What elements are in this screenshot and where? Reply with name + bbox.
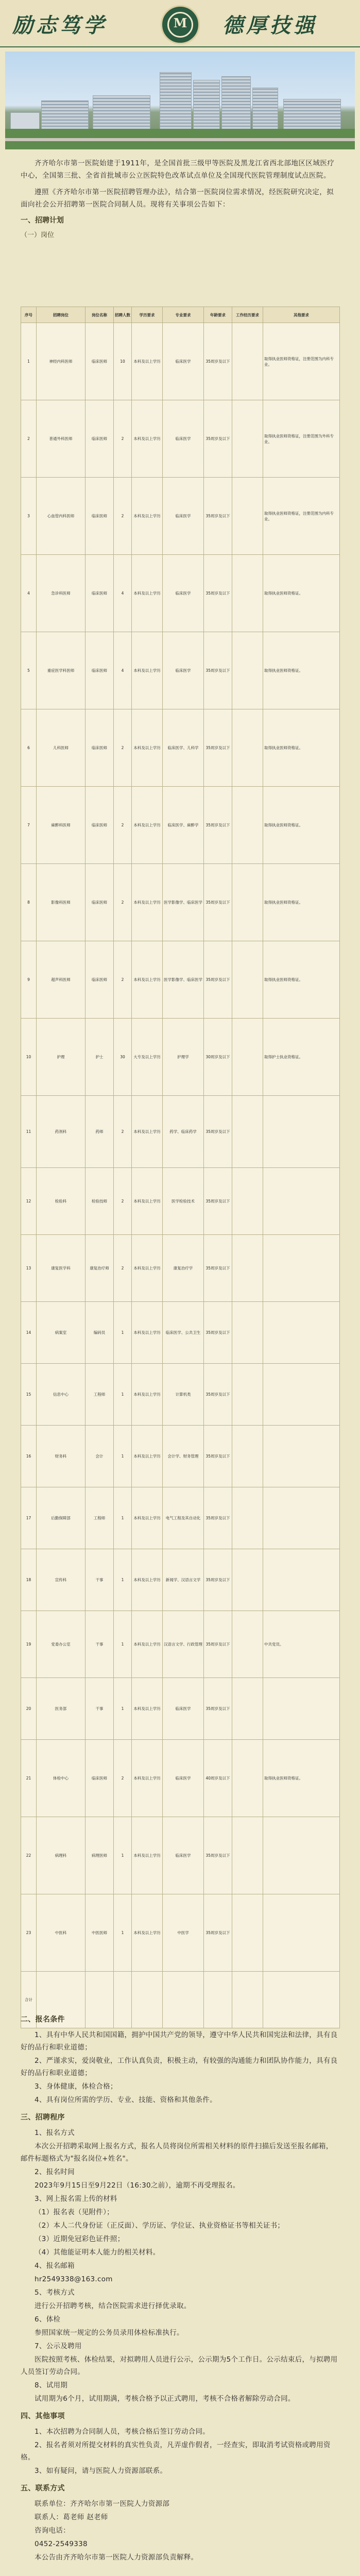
table-cell-req (263, 1894, 340, 1972)
table-cell-edu: 本科及以上学历 (132, 787, 163, 864)
table-cell-age: 35周岁及以下 (204, 1549, 232, 1611)
table-cell-age: 35周岁及以下 (204, 787, 232, 864)
table-cell-exp (232, 1302, 263, 1364)
table-cell-num: 2 (114, 478, 132, 555)
table-cell-major: 临床医学 (163, 1740, 204, 1817)
table-cell-num: 1 (114, 1426, 132, 1487)
table-cell-edu: 本科及以上学历 (132, 1487, 163, 1549)
table-cell-name: 干事 (85, 1549, 114, 1611)
table-cell-no: 14 (21, 1302, 37, 1364)
column-header: 序号 (21, 307, 37, 323)
table-cell-exp (232, 1019, 263, 1096)
table-cell-edu: 本科及以上学历 (132, 478, 163, 555)
table-cell-req (263, 1168, 340, 1235)
table-cell-num: 2 (114, 1168, 132, 1235)
table-cell-dept: 超声科医师 (37, 941, 85, 1019)
table-cell-age: 35周岁及以下 (204, 1168, 232, 1235)
table-cell-num: 2 (114, 864, 132, 941)
table-cell-no: 23 (21, 1894, 37, 1972)
table-cell-num: 1 (114, 1817, 132, 1894)
column-header: 工作经历要求 (232, 307, 263, 323)
table-cell-major: 医学检验技术 (163, 1168, 204, 1235)
table-cell-req (263, 1549, 340, 1611)
table-row (21, 1678, 340, 1740)
section-heading: 一、招聘计划 (21, 216, 64, 225)
table-cell-exp (232, 1740, 263, 1817)
table-row (21, 1235, 340, 1302)
table-row (21, 787, 340, 864)
table-cell-age: 35周岁及以下 (204, 1678, 232, 1740)
table-cell-dept: 重症医学科医师 (37, 632, 85, 709)
table-cell-dept: 麻醉科医师 (37, 787, 85, 864)
table-row (21, 1426, 340, 1487)
table-cell-major: 计算机类 (163, 1364, 204, 1426)
table-row (21, 1096, 340, 1168)
table-cell-age: 35周岁及以下 (204, 709, 232, 787)
table-cell-name: 临床医师 (85, 1740, 114, 1817)
table-cell-edu: 本科及以上学历 (132, 323, 163, 400)
table-cell-req: 取得护士执业资格证。 (263, 1019, 340, 1096)
column-header: 学历要求 (132, 307, 163, 323)
table-cell-name: 检验技师 (85, 1168, 114, 1235)
step-title: 8、试用期 (35, 2381, 68, 2389)
table-cell-no: 16 (21, 1426, 37, 1487)
table-cell-no: 22 (21, 1817, 37, 1894)
table-cell-no: 4 (21, 555, 37, 632)
table-cell-no: 18 (21, 1549, 37, 1611)
table-cell-req: 取得执业医师资格证。 (263, 941, 340, 1019)
material-item: （4）其他能证明本人能力的相关材料。 (35, 2248, 160, 2257)
table-cell-name: 药师 (85, 1096, 114, 1168)
table-row (21, 941, 340, 1019)
table-cell-edu: 本科及以上学历 (132, 1426, 163, 1487)
table-cell-num: 4 (114, 632, 132, 709)
table-cell-req: 取得执业医师资格证，注册范围为外科专业。 (263, 400, 340, 478)
table-row (21, 323, 340, 400)
table-row (21, 709, 340, 787)
table-cell-exp (232, 1364, 263, 1426)
table-cell-num: 2 (114, 787, 132, 864)
table-cell-num: 1 (114, 1302, 132, 1364)
table-cell-req (263, 1426, 340, 1487)
column-header: 年龄要求 (204, 307, 232, 323)
table-cell-edu: 本科及以上学历 (132, 1894, 163, 1972)
section-heading: 五、联系方式 (21, 2484, 65, 2493)
condition-item: 4、具有岗位所需的学历、专业、技能、资格和其他条件。 (35, 2096, 217, 2104)
table-cell-major: 药学、临床药学 (163, 1096, 204, 1168)
table-cell-edu: 本科及以上学历 (132, 1364, 163, 1426)
column-header: 招聘人数 (114, 307, 132, 323)
table-cell-name: 中医医师 (85, 1894, 114, 1972)
table-cell-major: 临床医学、麻醉学 (163, 787, 204, 864)
table-row (21, 1487, 340, 1549)
table-cell-dept: 检验科 (37, 1168, 85, 1235)
table-cell-dept: 医务部 (37, 1678, 85, 1740)
table-cell-major: 临床医学 (163, 555, 204, 632)
table-cell-no: 3 (21, 478, 37, 555)
table-cell-no: 8 (21, 864, 37, 941)
table-cell-req (263, 1817, 340, 1894)
step-title: 2、报名时间 (35, 2168, 75, 2176)
table-cell-age: 35周岁及以下 (204, 1487, 232, 1549)
table-cell-exp (232, 941, 263, 1019)
step-title: 5、考核方式 (35, 2289, 75, 2297)
table-cell-age: 35周岁及以下 (204, 1817, 232, 1894)
step-title: 6、体检 (35, 2315, 61, 2324)
details-section (21, 2008, 339, 2565)
table-cell-name: 临床医师 (85, 323, 114, 400)
table-cell-req: 取得执业医师资格证。 (263, 555, 340, 632)
motto-left: 励志笃学 (12, 13, 107, 38)
table-cell-exp (232, 555, 263, 632)
table-cell-name: 康复治疗师 (85, 1235, 114, 1302)
table-cell-exp (232, 1235, 263, 1302)
table-cell-dept: 神经内科医师 (37, 323, 85, 400)
section-subheading: （一）岗位 (21, 231, 55, 239)
table-cell-num: 10 (114, 323, 132, 400)
table-cell-exp (232, 1817, 263, 1894)
table-cell-major: 医学影像学、临床医学 (163, 941, 204, 1019)
table-cell-edu: 本科及以上学历 (132, 1611, 163, 1678)
table-cell-no: 1 (21, 323, 37, 400)
table-cell-no: 13 (21, 1235, 37, 1302)
condition-item: 3、身体健康，体检合格； (35, 2082, 117, 2091)
table-cell-edu: 本科及以上学历 (132, 1096, 163, 1168)
table-cell-num: 1 (114, 1678, 132, 1740)
table-cell-exp (232, 1678, 263, 1740)
table-cell-name: 临床医师 (85, 478, 114, 555)
table-cell-age: 40周岁及以下 (204, 1740, 232, 1817)
contact-unit: 联系单位：齐齐哈尔市第一医院人力资源部 (35, 2500, 170, 2508)
table-row (21, 1168, 340, 1235)
table-cell-no: 15 (21, 1364, 37, 1426)
intro-paragraph-1: 齐齐哈尔市第一医院始建于1911年，是全国首批三级甲等医院及黑龙江省西北部地区区域医疗中心，全国第三批、全省首批城市公立医院特色改革试点单位及全国现代医院管理制度试点医院。 (21, 159, 335, 180)
table-cell-no: 20 (21, 1678, 37, 1740)
condition-item: 2、严谨求实，爱岗敬业，工作认真负责，积极主动，有较强的沟通能力和团队协作能力，具有良好的品行和职业道德； (21, 2057, 338, 2077)
table-cell-no: 21 (21, 1740, 37, 1817)
contact-phone-label: 咨询电话： (35, 2527, 70, 2535)
table-cell-major: 护理学 (163, 1019, 204, 1096)
table-cell-num: 2 (114, 400, 132, 478)
table-cell-major: 电气工程及其自动化 (163, 1487, 204, 1549)
table-cell-no: 19 (21, 1611, 37, 1678)
table-cell-exp (232, 864, 263, 941)
table-cell-no: 5 (21, 632, 37, 709)
table-cell-edu: 本科及以上学历 (132, 709, 163, 787)
table-row (21, 1740, 340, 1817)
campus-photo (5, 52, 355, 149)
table-cell-exp (232, 1096, 263, 1168)
table-cell-name: 护士 (85, 1019, 114, 1096)
step-title: 7、公示及聘用 (35, 2342, 82, 2350)
table-cell-exp (232, 1549, 263, 1611)
table-cell-dept: 后勤保障部 (37, 1487, 85, 1549)
table-row (21, 478, 340, 555)
section-heading: 三、招聘程序 (21, 2113, 65, 2122)
table-cell-num: 2 (114, 709, 132, 787)
contact-person: 联系人：葛老师 赵老师 (35, 2513, 108, 2521)
table-cell-req (263, 1364, 340, 1426)
table-row (21, 864, 340, 941)
table-cell-age: 35周岁及以下 (204, 478, 232, 555)
table-cell-edu: 本科及以上学历 (132, 1678, 163, 1740)
table-cell-no: 12 (21, 1168, 37, 1235)
table-cell-age: 35周岁及以下 (204, 1302, 232, 1364)
table-cell-age: 35周岁及以下 (204, 1894, 232, 1972)
table-cell-num: 2 (114, 941, 132, 1019)
table-cell-num: 2 (114, 1740, 132, 1817)
table-cell-dept: 药剂科 (37, 1096, 85, 1168)
table-cell-exp (232, 1611, 263, 1678)
table-cell-no: 17 (21, 1487, 37, 1549)
table-cell-age: 35周岁及以下 (204, 400, 232, 478)
table-cell-dept: 中医科 (37, 1894, 85, 1972)
table-cell-req (263, 1235, 340, 1302)
table-cell-dept: 财务科 (37, 1426, 85, 1487)
table-cell-major: 临床医学 (163, 1678, 204, 1740)
intro-paragraph-2: 遵照《齐齐哈尔市第一医院招聘管理办法》，结合第一医院岗位需求情况，经医院研究决定，拟面向社会公开招聘第一医院合同制人员。现将有关事项公告如下： (21, 188, 334, 209)
table-cell-no: 11 (21, 1096, 37, 1168)
table-cell-major: 新闻学、汉语言文学 (163, 1549, 204, 1611)
table-cell-dept: 康复医学科 (37, 1235, 85, 1302)
table-cell-req: 取得执业医师资格证，注册范围为内科专业。 (263, 478, 340, 555)
motto-right: 德厚技强 (222, 13, 317, 38)
table-row (21, 1611, 340, 1678)
table-cell-age: 35周岁及以下 (204, 941, 232, 1019)
header-banner (0, 0, 360, 47)
table-cell-name: 工程师 (85, 1364, 114, 1426)
table-cell-edu: 本科及以上学历 (132, 400, 163, 478)
column-header: 招聘岗位 (37, 307, 85, 323)
table-cell-major: 中医学 (163, 1894, 204, 1972)
table-cell-req: 取得执业医师资格证。 (263, 864, 340, 941)
section-heading: 二、报名条件 (21, 2015, 65, 2024)
recruitment-table (21, 307, 340, 2028)
step-title: 4、报名邮箱 (35, 2262, 75, 2270)
table-row (21, 555, 340, 632)
table-cell-name: 工程师 (85, 1487, 114, 1549)
table-cell-exp (232, 709, 263, 787)
table-cell-exp (232, 1487, 263, 1549)
email-link[interactable]: hr2549338@163.com (35, 2275, 113, 2283)
table-cell-num: 1 (114, 1894, 132, 1972)
table-cell-req: 取得执业医师资格证。 (263, 787, 340, 864)
table-cell-name: 临床医师 (85, 632, 114, 709)
table-row (21, 1019, 340, 1096)
step-text: 进行公开招聘考核，结合医院需求进行择优录取。 (35, 2302, 191, 2310)
table-cell-no: 10 (21, 1019, 37, 1096)
table-cell-num: 2 (114, 1096, 132, 1168)
table-cell-dept: 体检中心 (37, 1740, 85, 1817)
table-cell-edu: 本科及以上学历 (132, 632, 163, 709)
table-cell-no: 合计 (21, 1972, 37, 2028)
table-cell-num: 2 (114, 1235, 132, 1302)
table-cell-dept: 儿科医师 (37, 709, 85, 787)
table-cell-no: 7 (21, 787, 37, 864)
table-cell-major: 临床医学 (163, 323, 204, 400)
table-cell-dept: 宣传科 (37, 1549, 85, 1611)
table-cell-exp (232, 1894, 263, 1972)
table-cell-num: 1 (114, 1487, 132, 1549)
table-cell-edu: 本科及以上学历 (132, 941, 163, 1019)
table-cell-dept: 病理科 (37, 1817, 85, 1894)
step-text: 试用期为6个月，试用期满，考核合格予以正式聘用，考核不合格者解除劳动合同。 (35, 2395, 295, 2403)
table-cell-name: 干事 (85, 1678, 114, 1740)
other-item: 1、本次招聘为合同制人员，考核合格后签订劳动合同。 (35, 2428, 210, 2436)
table-cell-exp (232, 1426, 263, 1487)
material-item: （1）报名表（见附件）； (35, 2208, 114, 2216)
table-cell-age: 35周岁及以下 (204, 1235, 232, 1302)
step-text: 2023年9月15日至9月22日（16:30之前），逾期不再受理报名。 (35, 2181, 240, 2190)
table-cell-dept: 党委办公室 (37, 1611, 85, 1678)
table-cell-no: 2 (21, 400, 37, 478)
table-cell-name: 临床医师 (85, 709, 114, 787)
table-cell-req: 取得执业医师资格证。 (263, 709, 340, 787)
table-cell-name: 编码员 (85, 1302, 114, 1364)
table-cell-edu: 本科及以上学历 (132, 1549, 163, 1611)
table-cell-dept: 信息中心 (37, 1364, 85, 1426)
table-cell-edu: 本科及以上学历 (132, 1168, 163, 1235)
table-row (21, 1894, 340, 1972)
table-cell-req (263, 1487, 340, 1549)
table-row (21, 1302, 340, 1364)
table-cell-num: 4 (114, 555, 132, 632)
table-cell-age: 35周岁及以下 (204, 632, 232, 709)
table-cell-no: 9 (21, 941, 37, 1019)
section-heading: 四、其他事项 (21, 2412, 65, 2420)
table-cell-req: 取得执业医师资格证。 (263, 1740, 340, 1817)
table-cell-age: 35周岁及以下 (204, 1364, 232, 1426)
condition-item: 1、具有中华人民共和国国籍，拥护中国共产党的领导，遵守中华人民共和国宪法和法律，具有良好的品行和职业道德； (21, 2031, 338, 2052)
step-text: 参照国家统一规定的公务员录用体检标准执行。 (35, 2329, 184, 2337)
table-cell-dept: 病案室 (37, 1302, 85, 1364)
table-cell-name: 临床医师 (85, 941, 114, 1019)
intro-section (21, 157, 339, 243)
table-row (21, 1817, 340, 1894)
table-cell-edu: 本科及以上学历 (132, 864, 163, 941)
table-cell-edu: 本科及以上学历 (132, 1235, 163, 1302)
table-cell-req (263, 1678, 340, 1740)
table-cell-major: 汉语言文学、行政管理 (163, 1611, 204, 1678)
table-cell-name: 会计 (85, 1426, 114, 1487)
table-cell-major: 临床医学、公共卫生 (163, 1302, 204, 1364)
contact-phone[interactable]: 0452-2549338 (35, 2540, 88, 2548)
table-cell-dept: 普通外科医师 (37, 400, 85, 478)
table-cell-age: 35周岁及以下 (204, 323, 232, 400)
table-cell-num: 1 (114, 1364, 132, 1426)
table-body (21, 323, 340, 2028)
table-row (21, 1549, 340, 1611)
step-text: 本次公开招聘采取网上报名方式，报名人员将岗位所需相关材料的原件扫描后发送至报名邮箱，邮件标题格式为"报名岗位+姓名"。 (21, 2142, 333, 2163)
other-item: 2、报名者须对所提交材料的真实性负责，凡弄虚作假者，一经查实，即取消考试资格或聘用资格。 (21, 2441, 331, 2462)
table-cell-edu: 本科及以上学历 (132, 1302, 163, 1364)
table-cell-no: 6 (21, 709, 37, 787)
table-cell-name: 临床医师 (85, 400, 114, 478)
table-cell-name: 临床医师 (85, 787, 114, 864)
table-cell-exp (232, 632, 263, 709)
table-cell-exp (232, 478, 263, 555)
table-cell-req (263, 1302, 340, 1364)
table-row (21, 632, 340, 709)
notice-note: 本公告由齐齐哈尔市第一医院人力资源部负责解释。 (35, 2553, 198, 2562)
table-cell-age: 35周岁及以下 (204, 864, 232, 941)
table-cell-req: 取得执业医师资格证。 (263, 632, 340, 709)
table-cell-num: 1 (114, 1549, 132, 1611)
table-cell-name: 临床医师 (85, 864, 114, 941)
table-cell-age: 35周岁及以下 (204, 1096, 232, 1168)
table-cell-major: 临床医学 (163, 400, 204, 478)
table-cell-exp (232, 1168, 263, 1235)
table-cell-age: 30周岁及以下 (204, 1019, 232, 1096)
table-cell-name: 干事 (85, 1611, 114, 1678)
table-cell-dept: 护理 (37, 1019, 85, 1096)
table-cell-dept: 心血管内科医师 (37, 478, 85, 555)
column-header: 专业要求 (163, 307, 204, 323)
table-cell-age: 35周岁及以下 (204, 1426, 232, 1487)
table-cell-major: 临床医学、儿科学 (163, 709, 204, 787)
table-cell-major: 临床医学 (163, 478, 204, 555)
column-header: 岗位名称 (85, 307, 114, 323)
table-cell-name: 病理医师 (85, 1817, 114, 1894)
table-cell-name: 临床医师 (85, 555, 114, 632)
step-text: 医院按照考核、体检结果，对拟聘用人员进行公示，公示期为5个工作日。公示结束后，与拟聘用人员签订劳动合同。 (21, 2355, 338, 2376)
table-cell-edu: 大专及以上学历 (132, 1019, 163, 1096)
table-header-row (21, 307, 340, 323)
table-cell-dept: 影像科医师 (37, 864, 85, 941)
column-header: 其他要求 (263, 307, 340, 323)
table-cell-req (263, 1096, 340, 1168)
table-row (21, 400, 340, 478)
table-cell-exp (232, 787, 263, 864)
step-title: 1、报名方式 (35, 2129, 75, 2137)
table-cell-exp (232, 323, 263, 400)
table-cell-age: 35周岁及以下 (204, 1611, 232, 1678)
hospital-logo-icon: M (161, 5, 200, 44)
table-cell-num: 30 (114, 1019, 132, 1096)
table-cell-edu: 本科及以上学历 (132, 1817, 163, 1894)
table-cell-major: 医学影像学、临床医学 (163, 864, 204, 941)
table-cell-req: 取得执业医师资格证，注册范围为内科专业。 (263, 323, 340, 400)
table-cell-age: 35周岁及以下 (204, 555, 232, 632)
table-row (21, 1364, 340, 1426)
material-item: （2）本人二代身份证（正反面）、学历证、学位证、执业资格证书等相关证书； (35, 2222, 285, 2230)
table-cell-major: 临床医学 (163, 632, 204, 709)
table-cell-edu: 本科及以上学历 (132, 555, 163, 632)
table-cell-major: 康复治疗学 (163, 1235, 204, 1302)
table-cell-dept: 急诊科医师 (37, 555, 85, 632)
material-item: （3）近期免冠彩色证件照； (35, 2235, 125, 2243)
table-cell-major: 会计学、财务管理 (163, 1426, 204, 1487)
table-cell-edu: 本科及以上学历 (132, 1740, 163, 1817)
other-item: 3、如有疑问，请与医院人力资源部联系。 (35, 2467, 167, 2475)
table-cell-exp (232, 400, 263, 478)
table-cell-major: 临床医学 (163, 1817, 204, 1894)
table-cell-req: 中共党员。 (263, 1611, 340, 1678)
table-cell-num: 1 (114, 1611, 132, 1678)
step-title: 3、网上报名需上传的材料 (35, 2195, 117, 2203)
